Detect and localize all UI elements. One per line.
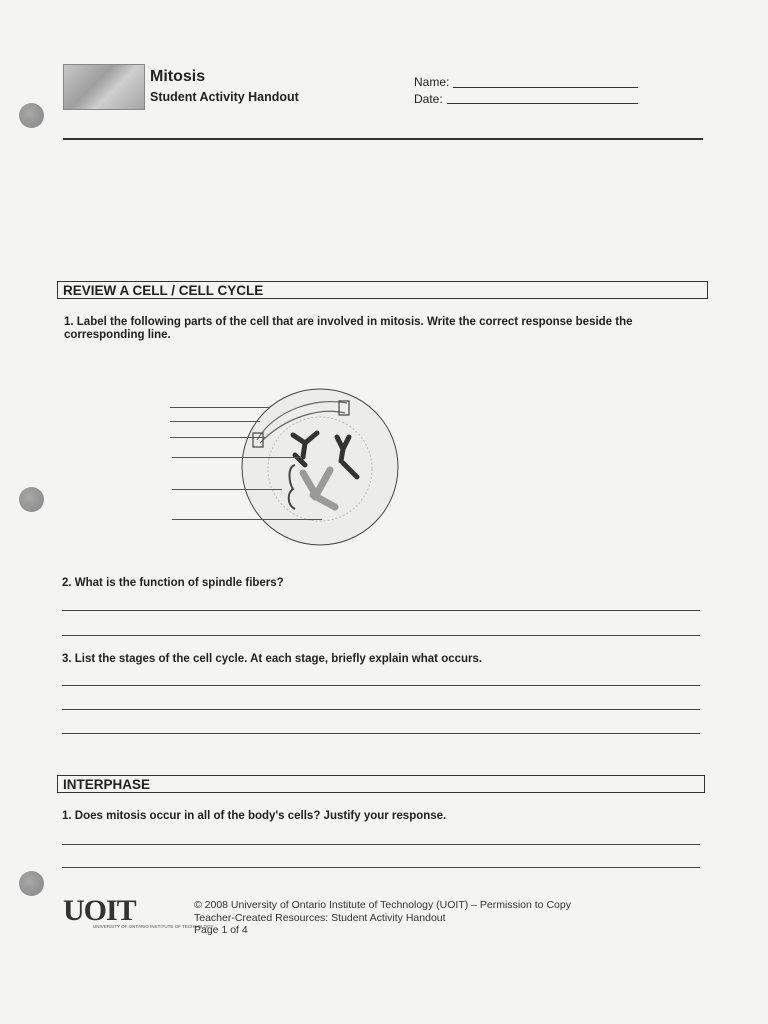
answer-line[interactable] [62, 844, 700, 845]
section-title: REVIEW A CELL / CELL CYCLE [63, 283, 264, 298]
header-divider [63, 138, 703, 140]
label-answer-line[interactable] [172, 457, 302, 458]
answer-line[interactable] [62, 635, 700, 636]
section-title: INTERPHASE [63, 777, 151, 792]
binder-hole [19, 871, 44, 896]
section-header-interphase [57, 775, 705, 793]
footer-line: © 2008 University of Ontario Institute of Technology (UOIT) – Permission to Copy [194, 899, 571, 911]
label-answer-line[interactable] [172, 519, 322, 520]
footer-line: Teacher-Created Resources: Student Activity Handout [194, 911, 446, 924]
label-answer-line[interactable] [170, 437, 265, 438]
binder-hole [19, 103, 44, 128]
footer-page-number: Page 1 of 4 [194, 924, 248, 936]
uoit-logo [63, 894, 214, 929]
question-mitosis-all-cells: 1. Does mitosis occur in all of the body's cells? Justify your response. [62, 810, 447, 822]
question-label-cell-parts: 1. Label the following parts of the cell that are involved in mitosis. Write the correct response beside the corresponding line. [64, 316, 633, 341]
name-field[interactable] [453, 87, 638, 88]
page-subtitle: Student Activity Handout [150, 90, 299, 104]
label-answer-line[interactable] [172, 489, 282, 490]
question-spindle-fibers: 2. What is the function of spindle fibers? [62, 577, 284, 589]
date-field[interactable] [447, 103, 638, 104]
binder-hole [19, 487, 44, 512]
answer-line[interactable] [62, 610, 700, 611]
answer-line[interactable] [62, 733, 700, 734]
cell-diagram [165, 385, 410, 550]
cell-thumbnail-image [63, 64, 145, 110]
logo-tagline: UNIVERSITY OF ONTARIO INSTITUTE OF TECHNOLOGY [93, 924, 214, 929]
answer-line[interactable] [62, 685, 700, 686]
date-label: Date: [414, 92, 443, 106]
label-answer-line[interactable] [170, 407, 270, 408]
footer-copyright [194, 899, 614, 937]
label-answer-line[interactable] [170, 421, 260, 422]
logo-text: UOIT [63, 894, 136, 927]
section-header-review [57, 281, 708, 299]
question-cell-cycle-stages: 3. List the stages of the cell cycle. At each stage, briefly explain what occurs. [62, 653, 483, 665]
answer-line[interactable] [62, 867, 700, 868]
page-title: Mitosis [150, 68, 206, 85]
answer-line[interactable] [62, 709, 700, 710]
name-label: Name: [414, 75, 450, 89]
